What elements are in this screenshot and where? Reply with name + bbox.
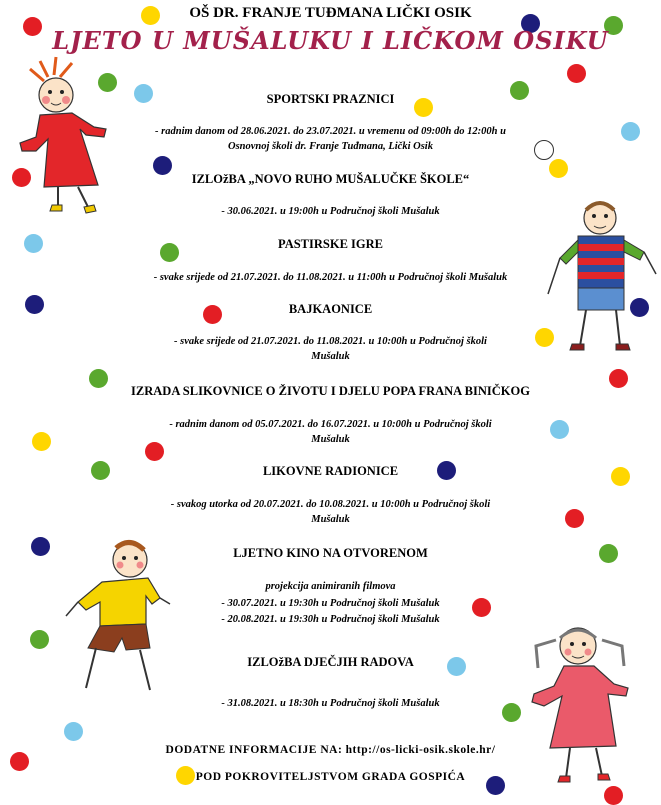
confetti-dot (567, 64, 586, 83)
event-title: LJETNO KINO NA OTVORENOM (233, 546, 428, 560)
event-title: LIKOVNE RADIONICE (262, 464, 399, 478)
event-detail: Mušaluk (311, 351, 350, 362)
event-detail: - radnim danom od 05.07.2021. do 16.07.2021. u 10:00h u Područnoj školi (169, 419, 492, 430)
event-title: IZRADA SLIKOVNICE O ŽIVOTU I DJELU POPA FRANA BINIČKOG (131, 384, 530, 398)
event-detail: - 30.06.2021. u 19:00h u Područnoj školi Mušaluk (221, 206, 440, 217)
event-detail: projekcija animiranih filmova (265, 581, 396, 592)
event-detail: - svakog utorka od 20.07.2021. do 10.08.2021. u 10:00h u Područnoj školi (170, 499, 491, 510)
event-title: IZLOžBA „NOVO RUHO MUŠALUČKE ŠKOLE“ (191, 172, 470, 186)
event-title: PASTIRSKE IGRE (277, 237, 383, 251)
event-detail: - 30.07.2021. u 19:30h u Područnoj školi Mušaluk (221, 598, 440, 609)
info-link[interactable]: DODATNE INFORMACIJE NA: http://os-licki-osik.skole.hr/ (165, 744, 496, 756)
event-title: BAJKAONICE (288, 302, 373, 316)
confetti-dot (64, 722, 83, 741)
poster-title: LJETO U MUŠALUKU I LIČKOM OSIKU (52, 26, 609, 55)
event-detail: - svake srijede od 21.07.2021. do 11.08.2021. u 11:00h u Područnoj školi Mušaluk (153, 272, 508, 283)
event-title: IZLOžBA DJEČJIH RADOVA (247, 655, 414, 669)
confetti-dot (30, 630, 49, 649)
event-title: SPORTSKI PRAZNICI (266, 92, 395, 106)
event-detail: Mušaluk (311, 514, 350, 525)
event-detail: - radnim danom od 28.06.2021. do 23.07.2021. u vremenu od 09:00h do 12:00h u (155, 126, 506, 137)
patron-text: POD POKROVITELJSTVOM GRADA GOSPIĆA (195, 771, 466, 783)
event-detail: - 20.08.2021. u 19:30h u Područnoj školi Mušaluk (221, 614, 440, 625)
event-detail: Mušaluk (311, 434, 350, 445)
event-detail: - svake srijede od 21.07.2021. do 11.08.2021. u 10:00h u Područnoj školi (174, 336, 487, 347)
school-name: OŠ DR. FRANJE TUĐMANA LIČKI OSIK (189, 5, 472, 21)
event-detail: Osnovnoj školi dr. Franje Tuđmana, Lički Osik (228, 141, 433, 152)
event-detail: - 31.08.2021. u 18:30h u Područnoj školi Mušaluk (221, 698, 440, 709)
confetti-dot (604, 786, 623, 805)
